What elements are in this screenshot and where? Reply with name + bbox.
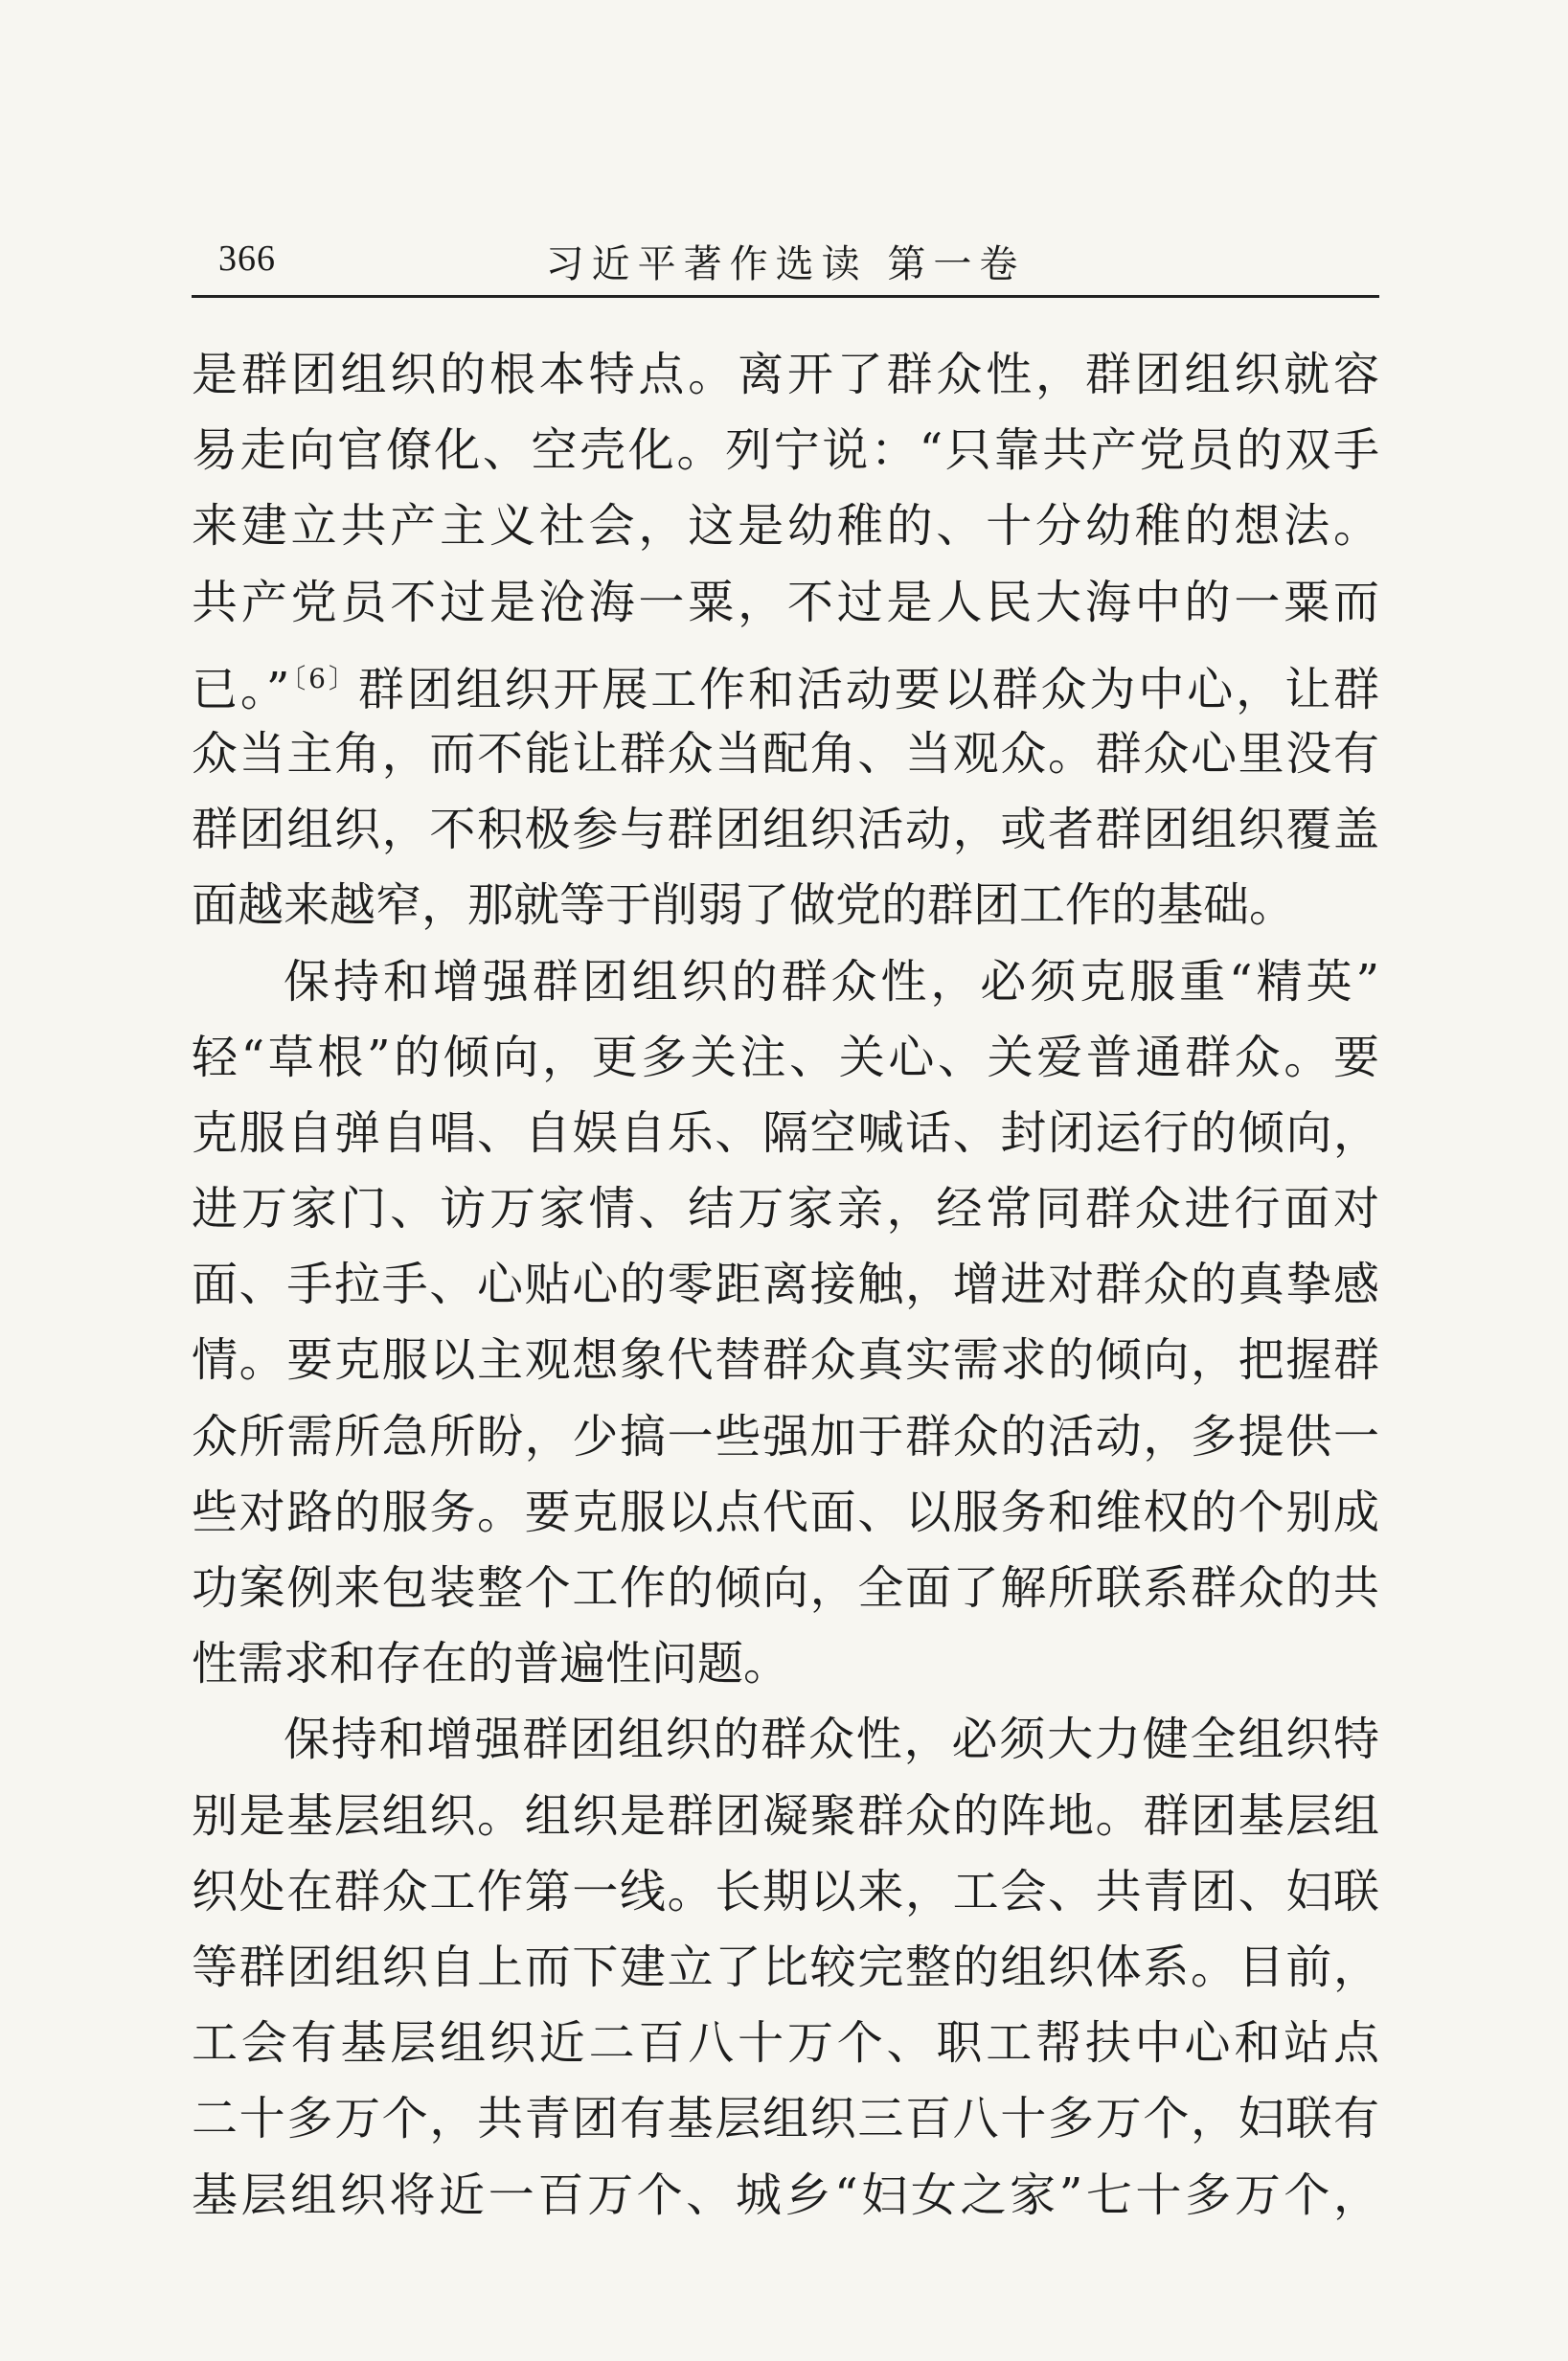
line-continuation: 群团组织开展工作和活动要以群众为中心，让群 <box>357 662 1379 716</box>
page-number: 366 <box>218 238 276 279</box>
text-line: 是群团组织的根本特点。离开了群众性，群团组织就容 <box>192 348 1379 401</box>
text-line: 面越来越窄，那就等于削弱了做党的群团工作的基础。 <box>192 878 1296 933</box>
header-rule <box>192 295 1379 298</box>
quote-end: 已。” <box>192 662 290 716</box>
text-line: 众当主角，而不能让群众当配角、当观众。群众心里没有 <box>192 726 1379 781</box>
text-line: 众所需所急所盼，少搞一些强加于群众的活动，多提供一 <box>192 1409 1379 1464</box>
text-line: 二十多万个，共青团有基层组织三百八十多万个，妇联有 <box>192 2092 1379 2146</box>
text-line: 基层组织将近一百万个、城乡“妇女之家”七十多万个， <box>192 2168 1379 2222</box>
text-line: 功案例来包装整个工作的倾向，全面了解所联系群众的共 <box>192 1561 1379 1615</box>
page-header <box>192 228 1379 289</box>
text-line: 易走向官僚化、空壳化。列宁说：“只靠共产党员的双手 <box>192 423 1379 478</box>
note-reference: 〔6〕 <box>289 662 358 694</box>
text-line: 别是基层组织。组织是群团凝聚群众的阵地。群团基层组 <box>192 1788 1379 1843</box>
text-line: 面、手拉手、心贴心的零距离接触，增进对群众的真挚感 <box>192 1258 1379 1312</box>
text-line: 织处在群众工作第一线。长期以来，工会、共青团、妇联 <box>192 1864 1379 1918</box>
text-line: 轻“草根”的倾向，更多关注、关心、关爱普通群众。要 <box>192 1030 1379 1084</box>
text-line: 工会有基层组织近二百八十万个、职工帮扶中心和站点 <box>192 2016 1379 2071</box>
body-text <box>192 337 1379 2234</box>
text-line: 克服自弹自唱、自娱自乐、隔空喊话、封闭运行的倾向， <box>192 1105 1379 1160</box>
text-line: 进万家门、访万家情、结万家亲，经常同群众进行面对 <box>192 1182 1379 1237</box>
text-line <box>192 641 1379 716</box>
paragraph-start-line: 保持和增强群团组织的群众性，必须大力健全组织特 <box>284 1713 1379 1767</box>
text-line: 等群团组织自上而下建立了比较完整的组织体系。目前， <box>192 1940 1379 1994</box>
text-line: 群团组织，不积极参与群团组织活动，或者群团组织覆盖 <box>192 803 1379 857</box>
text-line: 性需求和存在的普遍性问题。 <box>192 1637 790 1691</box>
text-line: 来建立共产主义社会，这是幼稚的、十分幼稚的想法。 <box>192 499 1379 554</box>
running-title: 习近平著作选读 第一卷 <box>545 242 1026 286</box>
text-line: 些对路的服务。要克服以点代面、以服务和维权的个别成 <box>192 1485 1379 1539</box>
text-line: 共产党员不过是沧海一粟，不过是人民大海中的一粟而 <box>192 575 1379 629</box>
paragraph-start-line: 保持和增强群团组织的群众性，必须克服重“精英” <box>284 954 1379 1009</box>
text-line: 情。要克服以主观想象代替群众真实需求的倾向，把握群 <box>192 1333 1379 1388</box>
